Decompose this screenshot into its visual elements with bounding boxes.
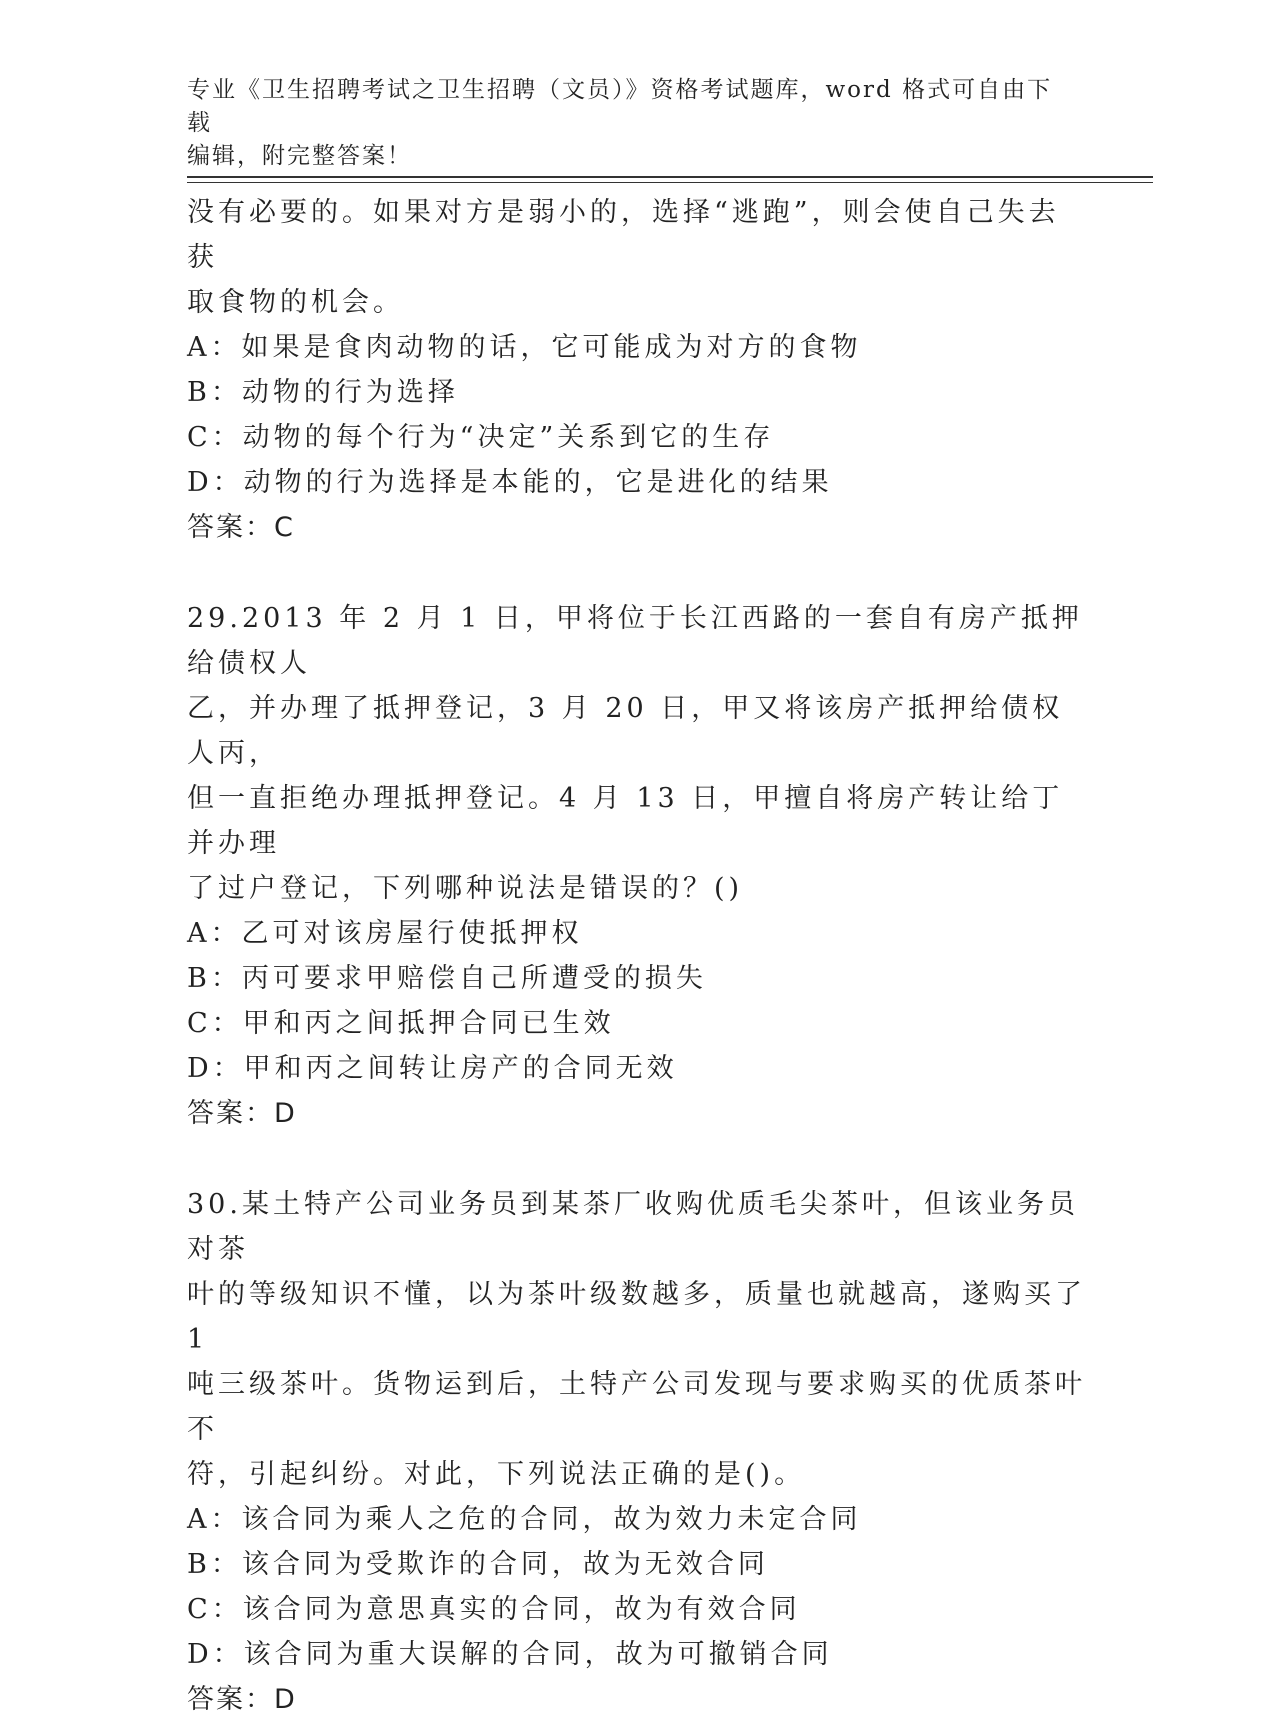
question-content (187, 190, 1087, 1722)
question-text-line: 取食物的机会。 (187, 287, 404, 318)
question-text-line: 但一直拒绝办理抵押登记。4 月 13 日，甲擅自将房产转让给丁并办理 (187, 783, 1064, 859)
question-29 (187, 596, 1087, 1136)
answer: 答案：D (187, 1098, 297, 1129)
question-text-line: 叶的等级知识不懂，以为茶叶级数越多，质量也就越高，遂购买了 1 (187, 1279, 1086, 1355)
question-30 (187, 1182, 1087, 1722)
option-b: B：该合同为受欺诈的合同，故为无效合同 (187, 1549, 769, 1580)
question-text-line: 吨三级茶叶。货物运到后，土特产公司发现与要求购买的优质茶叶不 (187, 1369, 1086, 1445)
option-d: D：甲和丙之间转让房产的合同无效 (187, 1053, 678, 1084)
header-rule-thin (187, 182, 1153, 183)
header-rule-thick (187, 176, 1153, 178)
answer: 答案：C (187, 512, 295, 543)
question-continuation (187, 190, 1087, 550)
header-line-1: 专业《卫生招聘考试之卫生招聘（文员）》资格考试题库，word 格式可自由下载 (187, 77, 1053, 136)
option-c: C：甲和丙之间抵押合同已生效 (187, 1008, 615, 1039)
question-text-line: 29.2013 年 2 月 1 日，甲将位于长江西路的一套自有房产抵押给债权人 (187, 603, 1083, 679)
option-b: B：丙可要求甲赔偿自己所遭受的损失 (187, 963, 707, 994)
option-d: D：动物的行为选择是本能的，它是进化的结果 (187, 467, 833, 498)
question-text-line: 没有必要的。如果对方是弱小的，选择“逃跑”，则会使自己失去获 (187, 197, 1060, 273)
option-d: D：该合同为重大误解的合同，故为可撤销合同 (187, 1639, 833, 1670)
option-c: C：该合同为意思真实的合同，故为有效合同 (187, 1594, 801, 1625)
option-b: B：动物的行为选择 (187, 377, 459, 408)
question-text-line: 符，引起纠纷。对此，下列说法正确的是()。 (187, 1459, 806, 1490)
header-line-2: 编辑，附完整答案！ (187, 143, 412, 169)
option-a: A：乙可对该房屋行使抵押权 (187, 918, 583, 949)
option-c: C：动物的每个行为“决定”关系到它的生存 (187, 422, 775, 453)
document-header (187, 74, 1067, 173)
question-text-line: 乙，并办理了抵押登记，3 月 20 日，甲又将该房产抵押给债权人丙， (187, 693, 1064, 769)
answer: 答案：D (187, 1684, 297, 1715)
question-text-line: 了过户登记，下列哪种说法是错误的？() (187, 873, 744, 904)
question-text-line: 30.某土特产公司业务员到某茶厂收购优质毛尖茶叶，但该业务员对茶 (187, 1189, 1079, 1265)
option-a: A：该合同为乘人之危的合同，故为效力未定合同 (187, 1504, 862, 1535)
option-a: A：如果是食肉动物的话，它可能成为对方的食物 (187, 332, 862, 363)
